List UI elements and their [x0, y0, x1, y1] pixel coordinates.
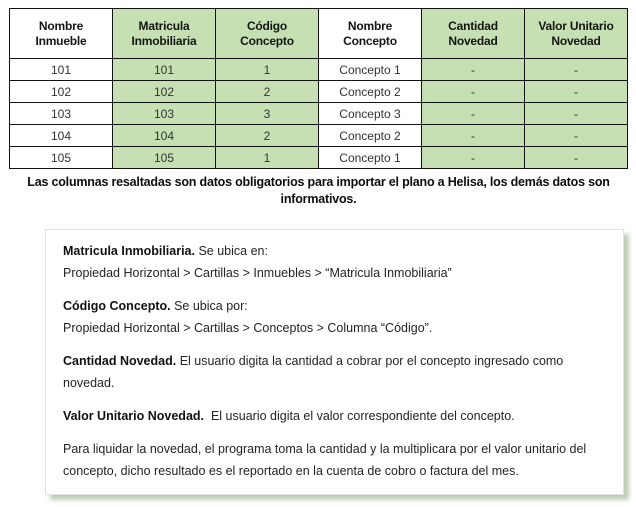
note-description: Para liquidar la novedad, el programa toma la cantidad y la multiplicara por el valor unitario del concepto, dicho resultado es el reportado en la cuenta de cobro o factura del mes. — [63, 442, 590, 478]
table-cell: - — [525, 59, 628, 81]
note-matricula-inmobiliaria — [63, 240, 607, 284]
note-path-line: Propiedad Horizontal > Cartillas > Conceptos > Columna “Código”. — [63, 321, 433, 335]
table-caption: Las columnas resaltadas son datos obligatorios para importar el plano a Helisa, los demás datos son informativos. — [27, 175, 610, 206]
note-term: Cantidad Novedad. — [63, 354, 177, 368]
table-cell: - — [422, 81, 525, 103]
table-cell: - — [422, 125, 525, 147]
table-cell: Concepto 2 — [319, 81, 422, 103]
note-heading-line — [63, 438, 607, 482]
table-cell: Concepto 1 — [319, 147, 422, 169]
table-cell: 105 — [113, 147, 216, 169]
note-heading-line — [63, 240, 607, 262]
note-description: Se ubica por: — [170, 299, 248, 313]
table-row — [10, 103, 628, 125]
table-cell: - — [422, 147, 525, 169]
table-cell: - — [525, 147, 628, 169]
note-term: Valor Unitario Novedad. — [63, 409, 205, 423]
note-heading-line — [63, 405, 607, 427]
table-cell: - — [422, 59, 525, 81]
notes-box — [45, 229, 624, 495]
table-cell: 1 — [216, 147, 319, 169]
column-header-valor-unitario-novedad: Valor Unitario Novedad — [525, 9, 628, 59]
table-cell: Concepto 2 — [319, 125, 422, 147]
column-header-cantidad-novedad: Cantidad Novedad — [422, 9, 525, 59]
table-cell: 103 — [113, 103, 216, 125]
note-term: Matricula Inmobiliaria. — [63, 244, 195, 258]
table-cell: Concepto 3 — [319, 103, 422, 125]
note-term: Código Concepto. — [63, 299, 171, 313]
table-cell: 104 — [113, 125, 216, 147]
table-cell: 2 — [216, 81, 319, 103]
note-description: El usuario digita el valor correspondiente del concepto. — [204, 409, 515, 423]
table-cell: 104 — [10, 125, 113, 147]
table-cell: 3 — [216, 103, 319, 125]
note-valor-unitario-novedad — [63, 405, 607, 427]
table-cell: - — [525, 103, 628, 125]
table-cell: 102 — [113, 81, 216, 103]
table-cell: 103 — [10, 103, 113, 125]
table-row — [10, 125, 628, 147]
table-header-row — [10, 9, 628, 59]
novedades-table — [9, 8, 628, 169]
table-cell: Concepto 1 — [319, 59, 422, 81]
column-header-nombre-concepto: Nombre Concepto — [319, 9, 422, 59]
note-description: El usuario digita la cantidad a cobrar por el concepto ingresado como novedad. — [63, 354, 567, 390]
table-row — [10, 147, 628, 169]
column-header-codigo-concepto: Código Concepto — [216, 9, 319, 59]
note-heading-line — [63, 350, 607, 394]
table-cell: 1 — [216, 59, 319, 81]
table-cell: - — [525, 81, 628, 103]
table-cell: 102 — [10, 81, 113, 103]
note-cantidad-novedad — [63, 350, 607, 394]
table-cell: 101 — [113, 59, 216, 81]
note-path-line: Propiedad Horizontal > Cartillas > Inmuebles > “Matricula Inmobiliaria” — [63, 266, 452, 280]
table-cell: 105 — [10, 147, 113, 169]
table-row — [10, 81, 628, 103]
note-description: Se ubica en: — [194, 244, 268, 258]
table-cell: 2 — [216, 125, 319, 147]
note-codigo-concepto — [63, 295, 607, 339]
column-header-matricula-inmobiliaria: Matricula Inmobiliaria — [113, 9, 216, 59]
table-cell: 101 — [10, 59, 113, 81]
table-cell: - — [525, 125, 628, 147]
column-header-nombre-inmueble: Nombre Inmueble — [10, 9, 113, 59]
table-row — [10, 59, 628, 81]
note-liquidacion — [63, 438, 607, 482]
note-heading-line — [63, 295, 607, 317]
table-cell: - — [422, 103, 525, 125]
